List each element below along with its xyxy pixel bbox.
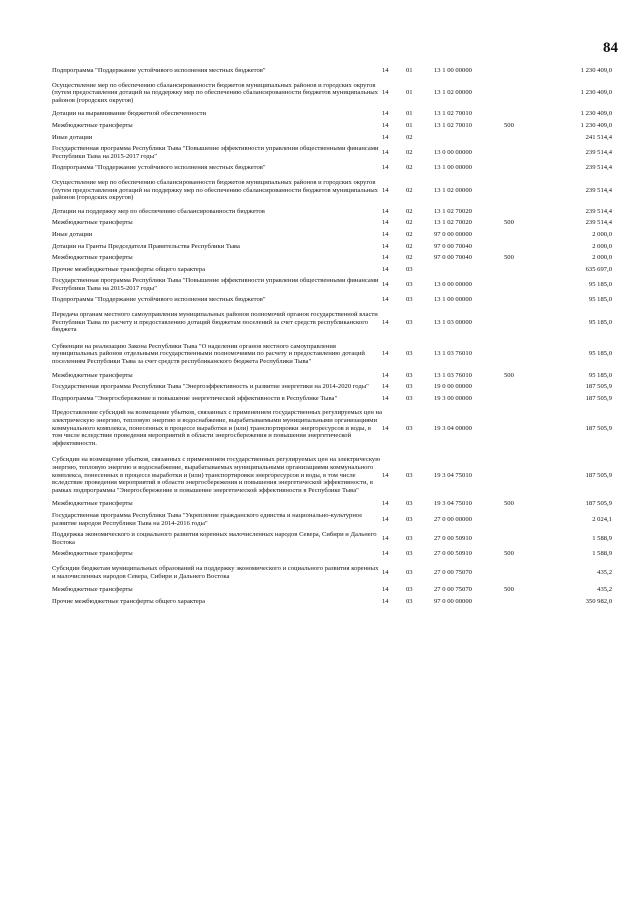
row-expense-type: [504, 144, 544, 163]
row-section: 14: [382, 550, 389, 558]
row-expense-type: [504, 307, 544, 339]
table-row: [52, 109, 612, 121]
row-section: 14: [382, 383, 389, 391]
row-expense-type: [504, 276, 544, 295]
row-subsection: 02: [406, 242, 413, 250]
row-target-code: 13 1 00 00000: [434, 164, 472, 172]
row-target-code: 13 1 03 00000: [434, 318, 472, 326]
row-subsection: 01: [406, 110, 413, 118]
row-amount: 95 185,0: [588, 350, 612, 358]
row-name: Государственная программа Республики Тыва "Укрепление гражданского единства и национально-культурное развитие народов Республики Тыва на 2014-2016 годы": [52, 511, 363, 527]
table-row: [52, 253, 612, 265]
row-section: 14: [382, 207, 389, 215]
row-target-code: 27 0 00 50910: [434, 534, 472, 542]
table-row: [52, 405, 612, 452]
row-section: 14: [382, 500, 389, 508]
row-section: 14: [382, 121, 389, 129]
table-row: [52, 339, 612, 371]
row-expense-type: [504, 405, 544, 452]
page-number: 84: [603, 40, 618, 56]
row-amount: 239 514,4: [585, 219, 612, 227]
row-subsection: 01: [406, 67, 413, 74]
row-amount: 1 230 409,0: [580, 121, 612, 129]
table-row: [52, 511, 612, 530]
row-subsection: 02: [406, 254, 413, 262]
row-expense-type: [504, 394, 544, 406]
table-row: [52, 561, 612, 585]
row-expense-type: 500: [504, 121, 514, 129]
row-expense-type: [504, 109, 544, 121]
row-name: Поддержка экономического и социального развития коренных малочисленных народов Севера, Сибири и Дальнего Востока: [52, 531, 377, 546]
row-amount: 187 505,9: [585, 394, 612, 402]
row-amount: 1 588,9: [592, 550, 612, 558]
row-subsection: 03: [406, 394, 413, 402]
row-subsection: 03: [406, 371, 413, 379]
row-section: 14: [382, 110, 389, 118]
row-target-code: 19 3 04 00000: [434, 424, 472, 432]
table-row: [52, 371, 612, 383]
row-name: Иные дотации: [52, 133, 93, 141]
row-name: Дотации на поддержку мер по обеспечению сбалансированности бюджетов: [52, 207, 265, 215]
row-name: Межбюджетные трансферты: [52, 586, 133, 594]
row-subsection: 03: [406, 383, 413, 391]
row-target-code: 13 1 03 76010: [434, 371, 472, 379]
row-section: 14: [382, 265, 389, 273]
row-target-code: 13 1 02 00000: [434, 186, 472, 194]
row-amount: 239 514,4: [585, 207, 612, 215]
row-target-code: 13 0 00 00000: [434, 148, 472, 156]
row-name: Прочие межбюджетные трансферты общего характера: [52, 597, 206, 605]
row-name: Межбюджетные трансферты: [52, 500, 133, 508]
row-expense-type: [504, 230, 544, 242]
row-expense-type: [504, 452, 544, 499]
row-section: 14: [382, 219, 389, 227]
row-name: Государственная программа Республики Тыва "Повышение эффективности управления общественными финансами Республики Тыва на 2015-2017 годы": [52, 277, 379, 292]
row-amount: 2 024,1: [592, 515, 612, 523]
row-subsection: 01: [406, 89, 413, 97]
row-target-code: 13 0 00 00000: [434, 281, 472, 289]
row-subsection: 02: [406, 207, 413, 215]
row-expense-type: [504, 265, 544, 277]
row-name: Межбюджетные трансферты: [52, 371, 133, 379]
row-expense-type: [504, 511, 544, 530]
row-subsection: 03: [406, 296, 413, 304]
row-subsection: 03: [406, 568, 413, 576]
row-subsection: 03: [406, 350, 413, 358]
row-amount: 241 514,4: [585, 133, 612, 141]
row-name: Межбюджетные трансферты: [52, 254, 133, 262]
table-row: [52, 394, 612, 406]
row-subsection: 02: [406, 186, 413, 194]
table-row: [52, 530, 612, 549]
row-target-code: 19 0 00 00000: [434, 383, 472, 391]
row-target-code: 27 0 00 50910: [434, 550, 472, 558]
row-subsection: 01: [406, 121, 413, 129]
row-amount: 2 000,0: [592, 254, 612, 262]
row-section: 14: [382, 230, 389, 238]
row-name: Государственная программа Республики Тыва "Повышение эффективности управления общественными финансами Республики Тыва на 2015-2017 годы": [52, 145, 379, 160]
row-name: Межбюджетные трансферты: [52, 219, 133, 227]
row-name: Подпрограмма "Поддержание устойчивого исполнения местных бюджетов": [52, 67, 266, 74]
row-amount: 95 185,0: [588, 296, 612, 304]
row-expense-type: [504, 561, 544, 585]
table-row: [52, 175, 612, 207]
table-row: [52, 295, 612, 307]
row-expense-type: [504, 382, 544, 394]
row-section: 14: [382, 568, 389, 576]
row-amount: 187 505,9: [585, 471, 612, 479]
row-expense-type: 500: [504, 550, 514, 558]
row-section: 14: [382, 254, 389, 262]
row-name: Предоставление субсидий на возмещение убытков, связанных с применением государственных регулируемых цен на электрическую энергию, тепловую энергию и водоснабжение, вырабатываемыми муниципальными организациями коммунального комплекса, понесенных в процессе выработки и (или) транспортировки энергоресурсов и воды, в том числе вследствие проведения мероприятий в области энергосбережения и повышения энергетической эффективности.: [52, 409, 383, 447]
row-name: Прочие межбюджетные трансферты общего характера: [52, 265, 206, 273]
row-section: 14: [382, 296, 389, 304]
row-name: Дотации на Гранты Председателя Правительства Республики Тыва: [52, 242, 240, 250]
row-expense-type: 500: [504, 219, 514, 227]
row-amount: 95 185,0: [588, 318, 612, 326]
row-subsection: 03: [406, 265, 413, 273]
row-section: 14: [382, 67, 389, 74]
row-amount: 2 000,0: [592, 242, 612, 250]
row-name: Подпрограмма "Поддержание устойчивого исполнения местных бюджетов": [52, 164, 266, 172]
row-expense-type: [504, 339, 544, 371]
row-amount: 1 230 409,0: [580, 67, 612, 74]
row-section: 14: [382, 515, 389, 523]
row-target-code: 13 1 02 70010: [434, 121, 472, 129]
row-target-code: 97 0 00 00000: [434, 597, 472, 605]
row-target-code: 19 3 04 75010: [434, 500, 472, 508]
row-section: 14: [382, 394, 389, 402]
table-row: [52, 549, 612, 561]
row-section: 14: [382, 371, 389, 379]
row-name: Межбюджетные трансферты: [52, 550, 133, 558]
row-target-code: [434, 133, 504, 145]
row-target-code: 13 1 00 00000: [434, 67, 472, 74]
row-expense-type: [504, 133, 544, 145]
row-subsection: 03: [406, 597, 413, 605]
row-expense-type: 500: [504, 254, 514, 262]
row-target-code: 97 0 00 70040: [434, 254, 472, 262]
row-expense-type: 500: [504, 586, 514, 594]
row-expense-type: [504, 295, 544, 307]
row-section: 14: [382, 89, 389, 97]
row-subsection: 02: [406, 230, 413, 238]
row-name: Иные дотации: [52, 230, 93, 238]
table-row: [52, 207, 612, 219]
row-target-code: 97 0 00 70040: [434, 242, 472, 250]
row-name: Осуществление мер по обеспечению сбалансированности бюджетов муниципальных районов и городских округов (путем предоставления дотаций на поддержку мер по обеспечению сбалансированности бюджетов муниципальных районов (городских округов): [52, 81, 378, 104]
table-row: [52, 218, 612, 230]
row-section: 14: [382, 586, 389, 594]
row-section: 14: [382, 242, 389, 250]
row-subsection: 03: [406, 500, 413, 508]
row-expense-type: [504, 242, 544, 254]
row-target-code: 13 1 02 00000: [434, 89, 472, 97]
row-name: Субсидии бюджетам муниципальных образований на поддержку экономического и социального развития коренных и малочисленных народов Севера, Сибири и Дальнего Востока: [52, 564, 379, 580]
row-subsection: 03: [406, 534, 413, 542]
row-expense-type: 500: [504, 500, 514, 508]
row-section: 14: [382, 534, 389, 542]
row-expense-type: 500: [504, 371, 514, 379]
row-amount: 187 505,9: [585, 383, 612, 391]
row-amount: 239 514,4: [585, 186, 612, 194]
row-expense-type: [504, 163, 544, 175]
row-target-code: 13 1 03 76010: [434, 350, 472, 358]
row-section: 14: [382, 471, 389, 479]
row-target-code: 13 1 00 00000: [434, 296, 472, 304]
row-expense-type: [504, 78, 544, 110]
table-row: [52, 163, 612, 175]
row-amount: 187 505,9: [585, 500, 612, 508]
row-target-code: 19 3 04 75010: [434, 471, 472, 479]
row-target-code: 19 3 00 00000: [434, 394, 472, 402]
row-subsection: 03: [406, 318, 413, 326]
row-section: 14: [382, 133, 389, 141]
row-amount: 435,2: [597, 586, 612, 594]
row-target-code: 27 0 00 00000: [434, 515, 472, 523]
row-subsection: 03: [406, 424, 413, 432]
row-name: Субсидии на возмещение убытков, связанных с применением государственных регулируемых цен на электрическую энергию, тепловую энергию и водоснабжение, вырабатываемых муниципальными организациями коммунального комплекса, понесенных в процессе выработки и (или) транспортировки энергоресурсов и воды, в том числе вследствие проведения мероприятий в области энергосбережения и повышения энергетической эффективности, в рамках подпрограммы "Энергосбережение и повышение энергетической эффективности в Республике Тыва": [52, 456, 381, 494]
table-row: [52, 121, 612, 133]
row-section: 14: [382, 350, 389, 358]
table-row: [52, 452, 612, 499]
table-row: [52, 133, 612, 145]
row-amount: 1 230 409,0: [580, 110, 612, 118]
row-target-code: 13 1 02 70020: [434, 219, 472, 227]
row-section: 14: [382, 318, 389, 326]
row-amount: 2 000,0: [592, 230, 612, 238]
table-row: [52, 265, 612, 277]
row-section: 14: [382, 424, 389, 432]
row-subsection: 02: [406, 164, 413, 172]
row-subsection: 03: [406, 515, 413, 523]
row-amount: 187 505,9: [585, 424, 612, 432]
row-amount: 239 514,4: [585, 164, 612, 172]
row-expense-type: [504, 530, 544, 549]
row-target-code: 13 1 02 70020: [434, 207, 472, 215]
row-subsection: 03: [406, 471, 413, 479]
row-subsection: 03: [406, 586, 413, 594]
row-amount: 350 982,0: [585, 597, 612, 605]
row-subsection: 02: [406, 133, 413, 141]
table-row: [52, 144, 612, 163]
row-amount: 1 230 409,0: [580, 89, 612, 97]
row-name: Передача органам местного самоуправления муниципальных районов полномочий органов государственной власти Республики Тыва по расчету и предоставлению дотаций бюджетам поселений за счет средств республиканского бюджета: [52, 311, 378, 334]
row-name: Подпрограмма "Энергосбережение и повышение энергетической эффективности в Республике Тыва": [52, 394, 338, 402]
table-row: [52, 499, 612, 511]
row-name: Государственная программа Республики Тыва "Энергоэффективность и развитие энергетики на 2014-2020 годы": [52, 383, 369, 391]
row-section: 14: [382, 281, 389, 289]
row-amount: 1 588,9: [592, 534, 612, 542]
row-subsection: 02: [406, 219, 413, 227]
row-amount: 635 697,0: [585, 265, 612, 273]
row-expense-type: [504, 66, 544, 78]
budget-table-body: [52, 66, 612, 608]
table-row: [52, 382, 612, 394]
row-name: Дотации на выравнивание бюджетной обеспеченности: [52, 110, 207, 118]
row-subsection: 03: [406, 281, 413, 289]
row-section: 14: [382, 186, 389, 194]
row-expense-type: [504, 597, 544, 609]
table-row: [52, 66, 612, 78]
row-name: Субвенции на реализацию Закона Республики Тыва "О наделении органов местного самоуправления муниципальных районов отдельными государственными полномочиями по расчету и предоставлению дотаций поселениям Республики Тыва за счет средств республиканского бюджета Республики Тыва": [52, 342, 365, 366]
budget-table: [52, 66, 612, 608]
table-row: [52, 78, 612, 110]
row-amount: 95 185,0: [588, 281, 612, 289]
table-row: [52, 307, 612, 339]
row-name: Осуществление мер по обеспечению сбалансированности бюджетов муниципальных районов и городских округов (путем предоставления дотаций на поддержку мер по обеспечению сбалансированности бюджетов муниципальных районов (городских округов): [52, 178, 378, 202]
row-target-code: 13 1 02 70010: [434, 110, 472, 118]
row-target-code: 97 0 00 00000: [434, 230, 472, 238]
row-subsection: 03: [406, 550, 413, 558]
row-section: 14: [382, 597, 389, 605]
row-amount: 239 514,4: [585, 148, 612, 156]
row-amount: 435,2: [597, 568, 612, 576]
table-row: [52, 242, 612, 254]
row-subsection: 02: [406, 148, 413, 156]
row-target-code: 27 0 00 75070: [434, 586, 472, 594]
table-row: [52, 585, 612, 597]
row-section: 14: [382, 164, 389, 172]
row-target-code: 27 0 00 75070: [434, 568, 472, 576]
row-target-code: [434, 265, 504, 277]
table-row: [52, 230, 612, 242]
row-expense-type: [504, 207, 544, 219]
row-name: Подпрограмма "Поддержание устойчивого исполнения местных бюджетов": [52, 296, 266, 304]
table-row: [52, 276, 612, 295]
row-name: Межбюджетные трансферты: [52, 121, 133, 129]
table-row: [52, 597, 612, 609]
row-amount: 95 185,0: [588, 371, 612, 379]
row-section: 14: [382, 148, 389, 156]
row-expense-type: [504, 175, 544, 207]
